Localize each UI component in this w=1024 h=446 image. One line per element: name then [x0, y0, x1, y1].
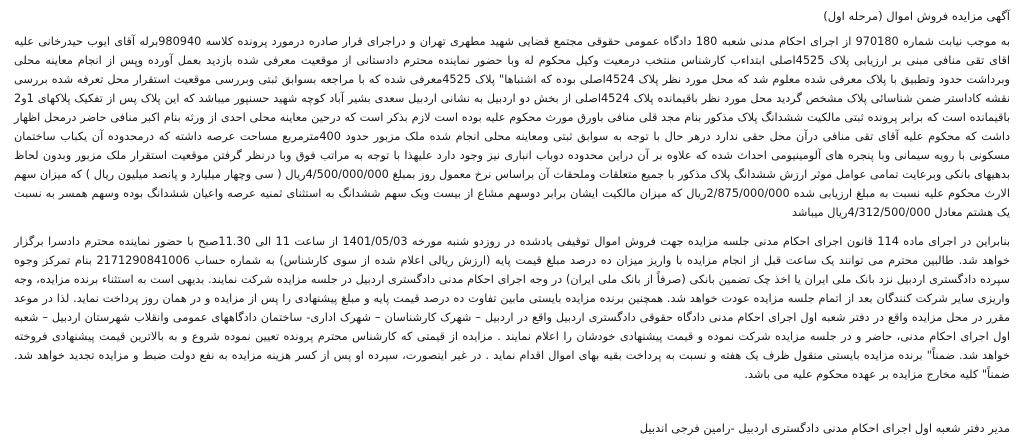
- notice-signature: مدیر دفتر شعبه اول اجرای احکام مدنی دادگستری اردبیل -رامین فرجی اندبیل: [639, 421, 1010, 435]
- notice-paragraph-auction-terms: بنابراین در اجرای ماده 114 قانون اجرای احکام مدنی جلسه مزایده جهت فروش اموال توقیفی یادشده در روزدو شنبه مورخه 1401/05/03 از ساعت 11 الی 11.30صبح با حضور نماینده محترم دادسرا برگزار خواهد شد. طالبین محترم می توانند یک ساعت قبل از انجام مزایده با واریز میزان ده درصد مبلغ قیمت پایه (ارزش ریالی اعلام شده از سوی کارشناس) به شماره حساب 2171290841006 بنام تمرکز وجوه سپرده دادگستری اردبیل نزد بانک ملی ایران یا اخذ چک تضمین بانکی (صرفاً از بانک ملی ایران) در وجه اجرای احکام مدنی دادگستری اردبیل در جلسه مزایده شرکت نمایند. بدیهی است به استثناء برنده مزایده، وجه واریزی سایر شرکت کنندگان بعد از اتمام جلسه مزایده عودت خواهد شد. همچنین برنده مزایده بایستی مابین تفاوت ده درصد قیمت پایه و مبلغ پیشنهادی را پس از مزایده و در همان روز پرداخت نماید. لذا در موعد مقرر در محل مزایده واقع در دفتر شعبه اول اجرای احکام مدنی دادگاه حقوقی دادگستری اردبیل واقع در اردبیل – شهرک کارشناسان – شهرک اداری- ساختمان دادگاههای عمومی وانقلاب شهرستان اردبیل – شعبه اول اجرای احکام مدنی، حاضر و در جلسه مزایده شرکت نموده و قیمت پیشنهادی خودشان را اعلام نمایند . مزایده از قیمتی که کارشناس محترم پرونده تعیین نموده شروع و به بالاترین قیمت پیشنهادی فروخته خواهد شد. ضمناً" برنده مزایده بایستی منقول ظرف یک هفته و نسبت به پرداخت بقیه بهای اموال اقدام نماید . در غیر اینصورت، سپرده او پس از کسر هزینه مزایده به نفع دولت ضبط و مزایده تجدید خواهد شد. ضمناً" کلیه مخارج مزایده بر عهده محکوم علیه می باشد.: [14, 235, 1010, 381]
- notice-paragraph-appraisal: به موجب نیابت شماره 970180 از اجرای احکام مدنی شعبه 180 دادگاه عمومی حقوقی مجتمع قضایی شهید مطهری تهران و دراجرای قرار صادره درمورد پرونده کلاسه 980940برله آقای ایوب حیدرخانی علیه اقای تقی منافی مبنی بر ارزیابی پلاک 4525اصلی ابتداءب کارشناس منتخب درمعیت وکیل محکوم له وبا حضور نماینده محترم دادستانی از موقعیت معرفی شده بازدید بعمل آورده وپس از انجام معاینه محلی وبرداشت حدود وتطبیق با پلاک معرفی شده معلوم شد که محل مورد نظر پلاک 4524اصلی بوده که اشتباها" پلاک 4525معرفی شده که با مراجعه بسوابق ثبتی وبررسی موقعیت استقرار محل تعرفه شده بررسی نقشه کاداستر ضمن شناسائی پلاک مشخص گردید محل مورد نظر باقیمانده پلاک 4524اصلی از بخش دو اردبیل به نشانی اردبیل سعدی بشیر آباد کوچه شهید حسنپور میباشد که این پلاک پس از تفکیک پلاکهای 1و2 باقیمانده است که برابر پرونده ثبتی مالکیت ششدانگ پلاک مذکور بنام مجد قلی منافی باورق مورث محکوم علیه بوده است لازم بذکر است که درحین معاینه محلی احدی از ورثه بنام اکبر منافی حاضر درمحل اظهار داشت که محکوم علیه آقای تقی منافی درآن محل حقی ندارد درهر حال با توجه به سوابق ثبتی ومعاینه محلی انجام شده ملک مزبور حدود 400مترمربع مساحت عرصه داشته که درمحدوده آن یکباب ساختمان مسکونی با رویه سیمانی وبا پنجره های آلومینیومی احداث شده که علاوه بر آن دراین محدوده دوباب انباری نیز وجود دارد علیهذا با توجه به مراتب فوق وبا درنظر گرفتن موقعیت استقرار ملک مزبور وبدون لحاظ بدهیهای بانکی وبرعایت تمامی عوامل موثر ارزش ششدانگ پلاک مذکور با جمیع متعلقات وملحقات آن براساس نرخ معمول روز بمبلغ 4/500/000/000ریال ( سی وچهار میلیارد و پانصد میلیون ریال ) که میزان سهم الارث محکوم علیه نسبت به مبلغ ارزیابی شده 2/875/000/000ریال که میزان مالکیت ایشان برابر دوسهم مشاع از بیست ویک سهم ششدانگ به استثنای ثمنیه عرصه واعیان ششدانگ بوده وسهم همسر به نسبت یک هشتم معادل 4/312/500/000ریال میباشد: [14, 35, 1010, 219]
- notice-title: آگهی مزایده فروش اموال (مرحله اول): [823, 9, 1010, 23]
